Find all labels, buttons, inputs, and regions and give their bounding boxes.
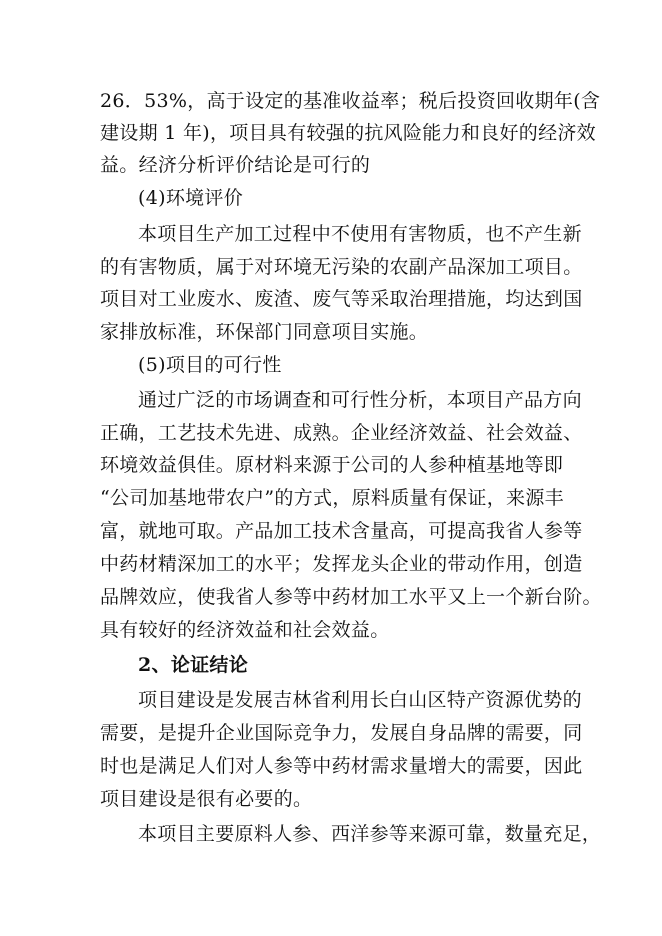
- text-line: 品牌效应，使我省人参等中药材加工水平又上一个新台阶。: [100, 586, 602, 608]
- text-line: 富，就地可取。产品加工技术含量高，可提高我省人参等: [100, 520, 583, 542]
- text-line: 需要，是提升企业国际竞争力，发展自身品牌的需要，同: [100, 722, 583, 744]
- text-line: 建设期 1 年)，项目具有较强的抗风险能力和良好的经济效: [100, 122, 596, 144]
- text-line: 中药材精深加工的水平；发挥龙头企业的带动作用，创造: [100, 553, 583, 575]
- section-heading-conclusion: 2、论证结论: [138, 654, 249, 676]
- text-line: 项目建设是发展吉林省利用长白山区特产资源优势的: [138, 689, 582, 711]
- text-line: 的有害物质，属于对环境无污染的农副产品深加工项目。: [100, 256, 583, 278]
- text-line: 益。经济分析评价结论是可行的: [100, 154, 371, 176]
- text-line: 时也是满足人们对人参等中药材需求量增大的需要，因此: [100, 755, 583, 777]
- text-line: 家排放标准，环保部门同意项目实施。: [100, 321, 429, 343]
- text-line: 本项目生产加工过程中不使用有害物质，也不产生新: [138, 223, 582, 245]
- text-line: 本项目主要原料人参、西洋参等来源可靠，数量充足，: [138, 823, 602, 845]
- text-line: 环境效益俱佳。原材料来源于公司的人参种植基地等即: [100, 454, 564, 476]
- section-heading-feasibility: (5)项目的可行性: [138, 354, 282, 376]
- text-line: 项目对工业废水、废渣、废气等采取治理措施，均达到国: [100, 288, 583, 310]
- text-line: 具有较好的经济效益和社会效益。: [100, 619, 390, 641]
- section-heading-environment: (4)环境评价: [138, 187, 244, 209]
- text-line: 正确，工艺技术先进、成熟。企业经济效益、社会效益、: [100, 422, 583, 444]
- text-line: 通过广泛的市场调查和可行性分析，本项目产品方向: [138, 389, 582, 411]
- text-line: “公司加基地带农户”的方式，原料质量有保证，来源丰: [100, 487, 564, 509]
- text-line: 26．53%，高于设定的基准收益率；税后投资回收期年(含: [100, 90, 601, 112]
- text-line: 项目建设是很有必要的。: [100, 788, 313, 810]
